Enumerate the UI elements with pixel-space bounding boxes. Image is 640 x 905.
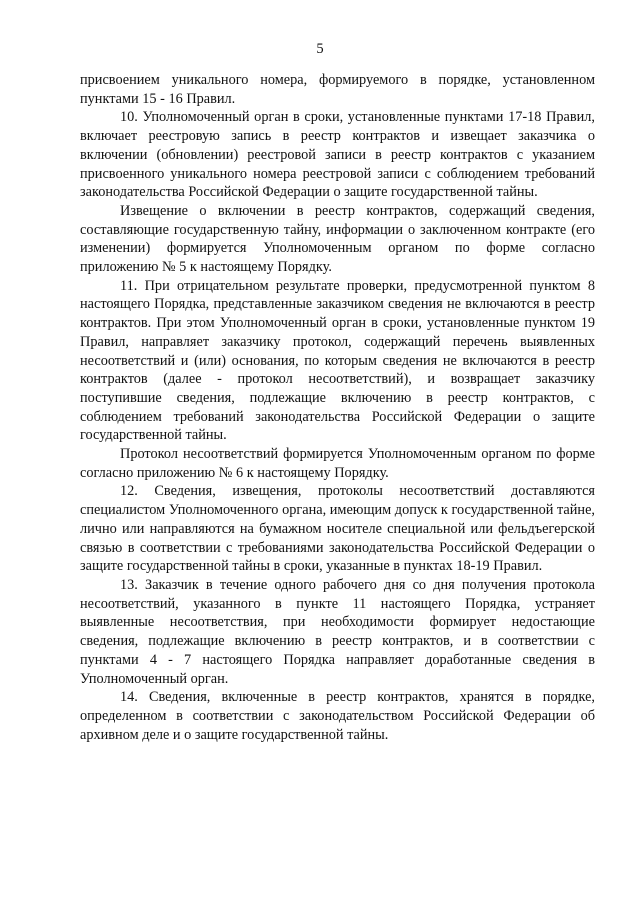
paragraph-item-12: 12. Сведения, извещения, протоколы несоответствий доставляются специалистом Уполномоченного органа, имеющим допуск к государственной тайне, лично или направляются на бумажном носителе специальной или фельдъегерской связью в соответствии с требованиями законодательства Российской Федерации о защите государственной тайны в сроки, указанные в пунктах 18-19 Правил. <box>80 483 595 575</box>
paragraph-item-13: 13. Заказчик в течение одного рабочего дня со дня получения протокола несоответствий, указанного в пункте 11 настоящего Порядка, устраняет выявленные несоответствия, при необходимости формирует недостающие сведения, подлежащие включению в реестр контрактов, и в соответствии с пунктами 4 - 7 настоящего Порядка направляет доработанные сведения в Уполномоченный орган. <box>80 576 595 687</box>
paragraph-continuation: присвоением уникального номера, формируемого в порядке, установленном пунктами 15 - 16 Правил. <box>80 72 595 107</box>
paragraph-notice: Извещение о включении в реестр контрактов, содержащий сведения, составляющие государственную тайну, информации о заключенном контракте (его изменении) формируется Уполномоченным органом по форме согласно приложению № 5 к настоящему Порядку. <box>80 202 595 276</box>
page-number: 5 <box>316 41 324 57</box>
paragraph-item-11: 11. При отрицательном результате проверки, предусмотренной пунктом 8 настоящего Порядка, представленные заказчиком сведения не включаются в реестр контрактов. При этом Уполномоченный орган в сроки, установленные пунктом 19 Правил, направляет заказчику протокол, содержащий перечень выявленных несоответствий и (или) основания, по которым сведения не включаются в реестр контрактов (далее - протокол несоответствий), и возвращает заказчику поступившие сведения, подлежащие включению в реестр контрактов, с соблюдением требований законодательства Российской Федерации о защите государственной тайны. <box>80 277 595 444</box>
document-body <box>80 71 595 744</box>
paragraph-protocol: Протокол несоответствий формируется Уполномоченным органом по форме согласно приложению № 6 к настоящему Порядку. <box>80 446 595 481</box>
paragraph-item-14: 14. Сведения, включенные в реестр контрактов, хранятся в порядке, определенном в соответствии с законодательством Российской Федерации об архивном деле и о защите государственной тайны. <box>80 689 595 743</box>
paragraph-item-10: 10. Уполномоченный орган в сроки, установленные пунктами 17-18 Правил, включает реестровую запись в реестр контрактов и извещает заказчика о включении (обновлении) реестровой записи в реестр контрактов с указанием присвоенного уникального номера реестровой записи с соблюдением требований законодательства Российской Федерации о защите государственной тайны. <box>80 109 595 201</box>
